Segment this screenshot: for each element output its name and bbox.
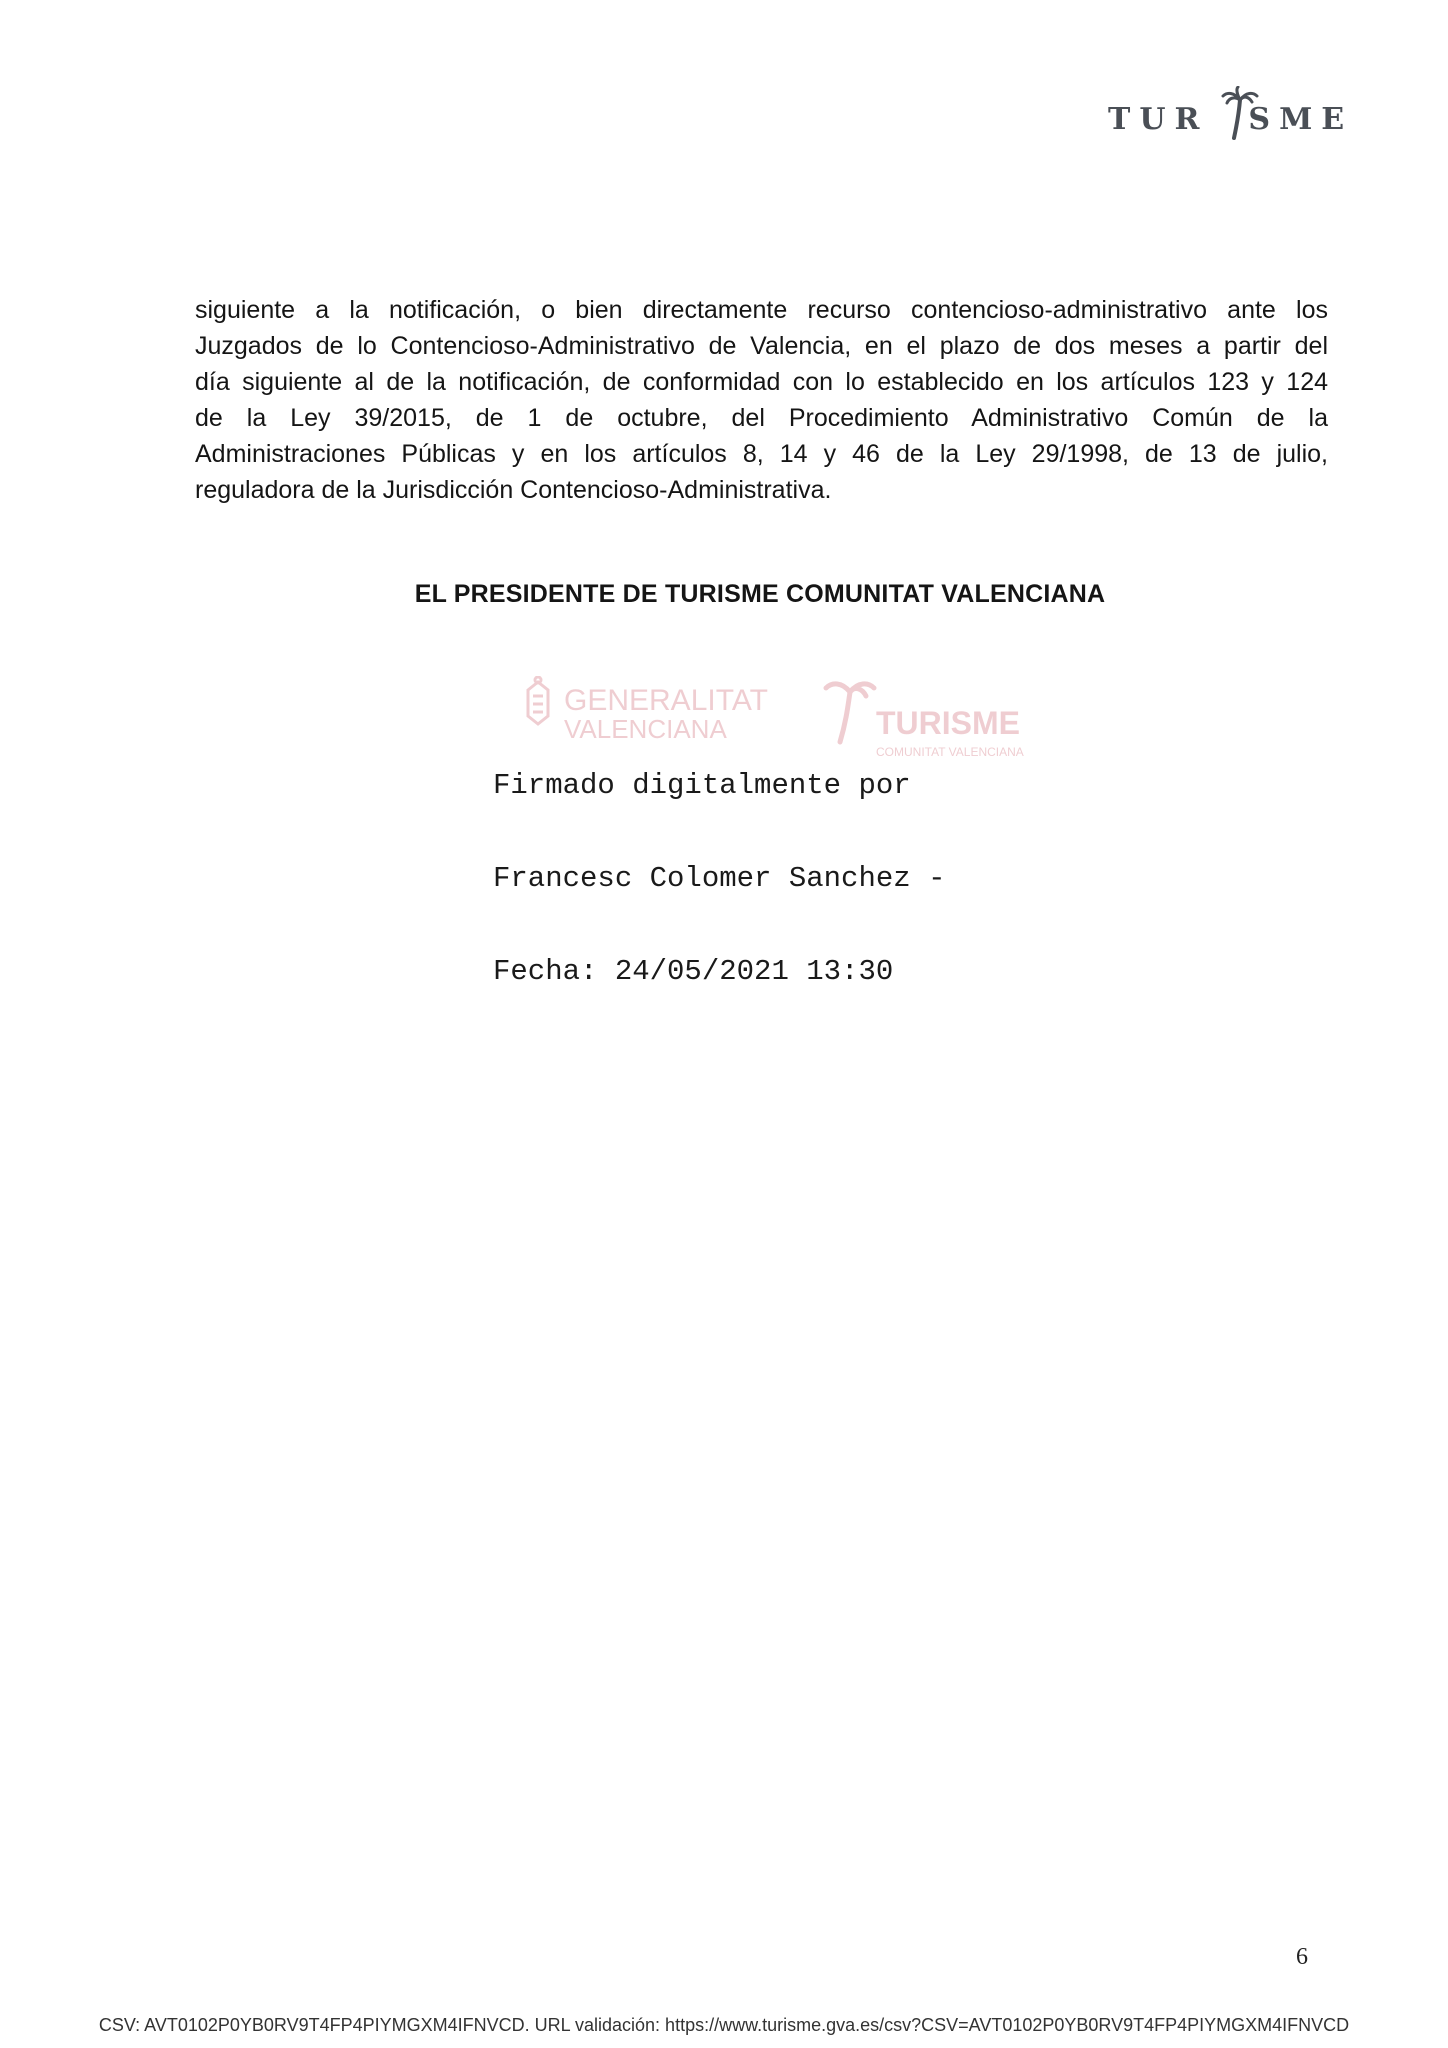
watermark-valenciana-text: VALENCIANA: [564, 714, 727, 744]
page-number: 6: [1296, 1944, 1308, 1970]
paragraph-line: Administraciones Públicas y en los artículos 8, 14 y 46 de la Ley 29/1998, de 13 de julio,: [195, 440, 1328, 468]
signature-line: Francesc Colomer Sanchez -: [493, 862, 946, 895]
paragraph-line: día siguiente al de la notificación, de conformidad con lo establecido en los artículos 123 y 124: [195, 368, 1328, 396]
paragraph-line: siguiente a la notificación, o bien directamente recurso contencioso-administrativo ante los: [195, 296, 1328, 324]
paragraph-line: Juzgados de lo Contencioso-Administrativo de Valencia, en el plazo de dos meses a partir del: [195, 332, 1328, 360]
logo-lettering-part2: SME: [1248, 102, 1354, 137]
palm-tree-icon: [1220, 86, 1260, 142]
watermark-comunitat-text: COMUNITAT VALENCIANA: [876, 745, 1024, 759]
signature-line: Firmado digitalmente por: [493, 769, 911, 802]
signature-line: Fecha: 24/05/2021 13:30: [493, 955, 894, 988]
paragraph-line: reguladora de la Jurisdicción Contencioso-Administrativa.: [195, 476, 832, 504]
csv-validation-footer: CSV: AVT0102P0YB0RV9T4FP4PIYMGXM4IFNVCD. URL validación: https://www.turisme.gva.es/csv?CSV=AVT0102P0YB0RV9T4FP4PIYMGXM4IFNVCD: [98, 2015, 1350, 2035]
signatory-title: EL PRESIDENTE DE TURISME COMUNITAT VALENCIANA: [414, 580, 1106, 608]
watermark-generalitat-text: GENERALITAT: [564, 684, 768, 717]
turisme-logo: [1108, 86, 1354, 142]
body-paragraph: [195, 292, 1328, 508]
digital-signature: [493, 708, 945, 1049]
paragraph-line: de la Ley 39/2015, de 1 de octubre, del Procedimiento Administrativo Común de la: [195, 404, 1328, 432]
watermark-turisme-text: TURISME: [876, 705, 1020, 741]
logo-lettering-part1: TUR: [1108, 102, 1209, 137]
